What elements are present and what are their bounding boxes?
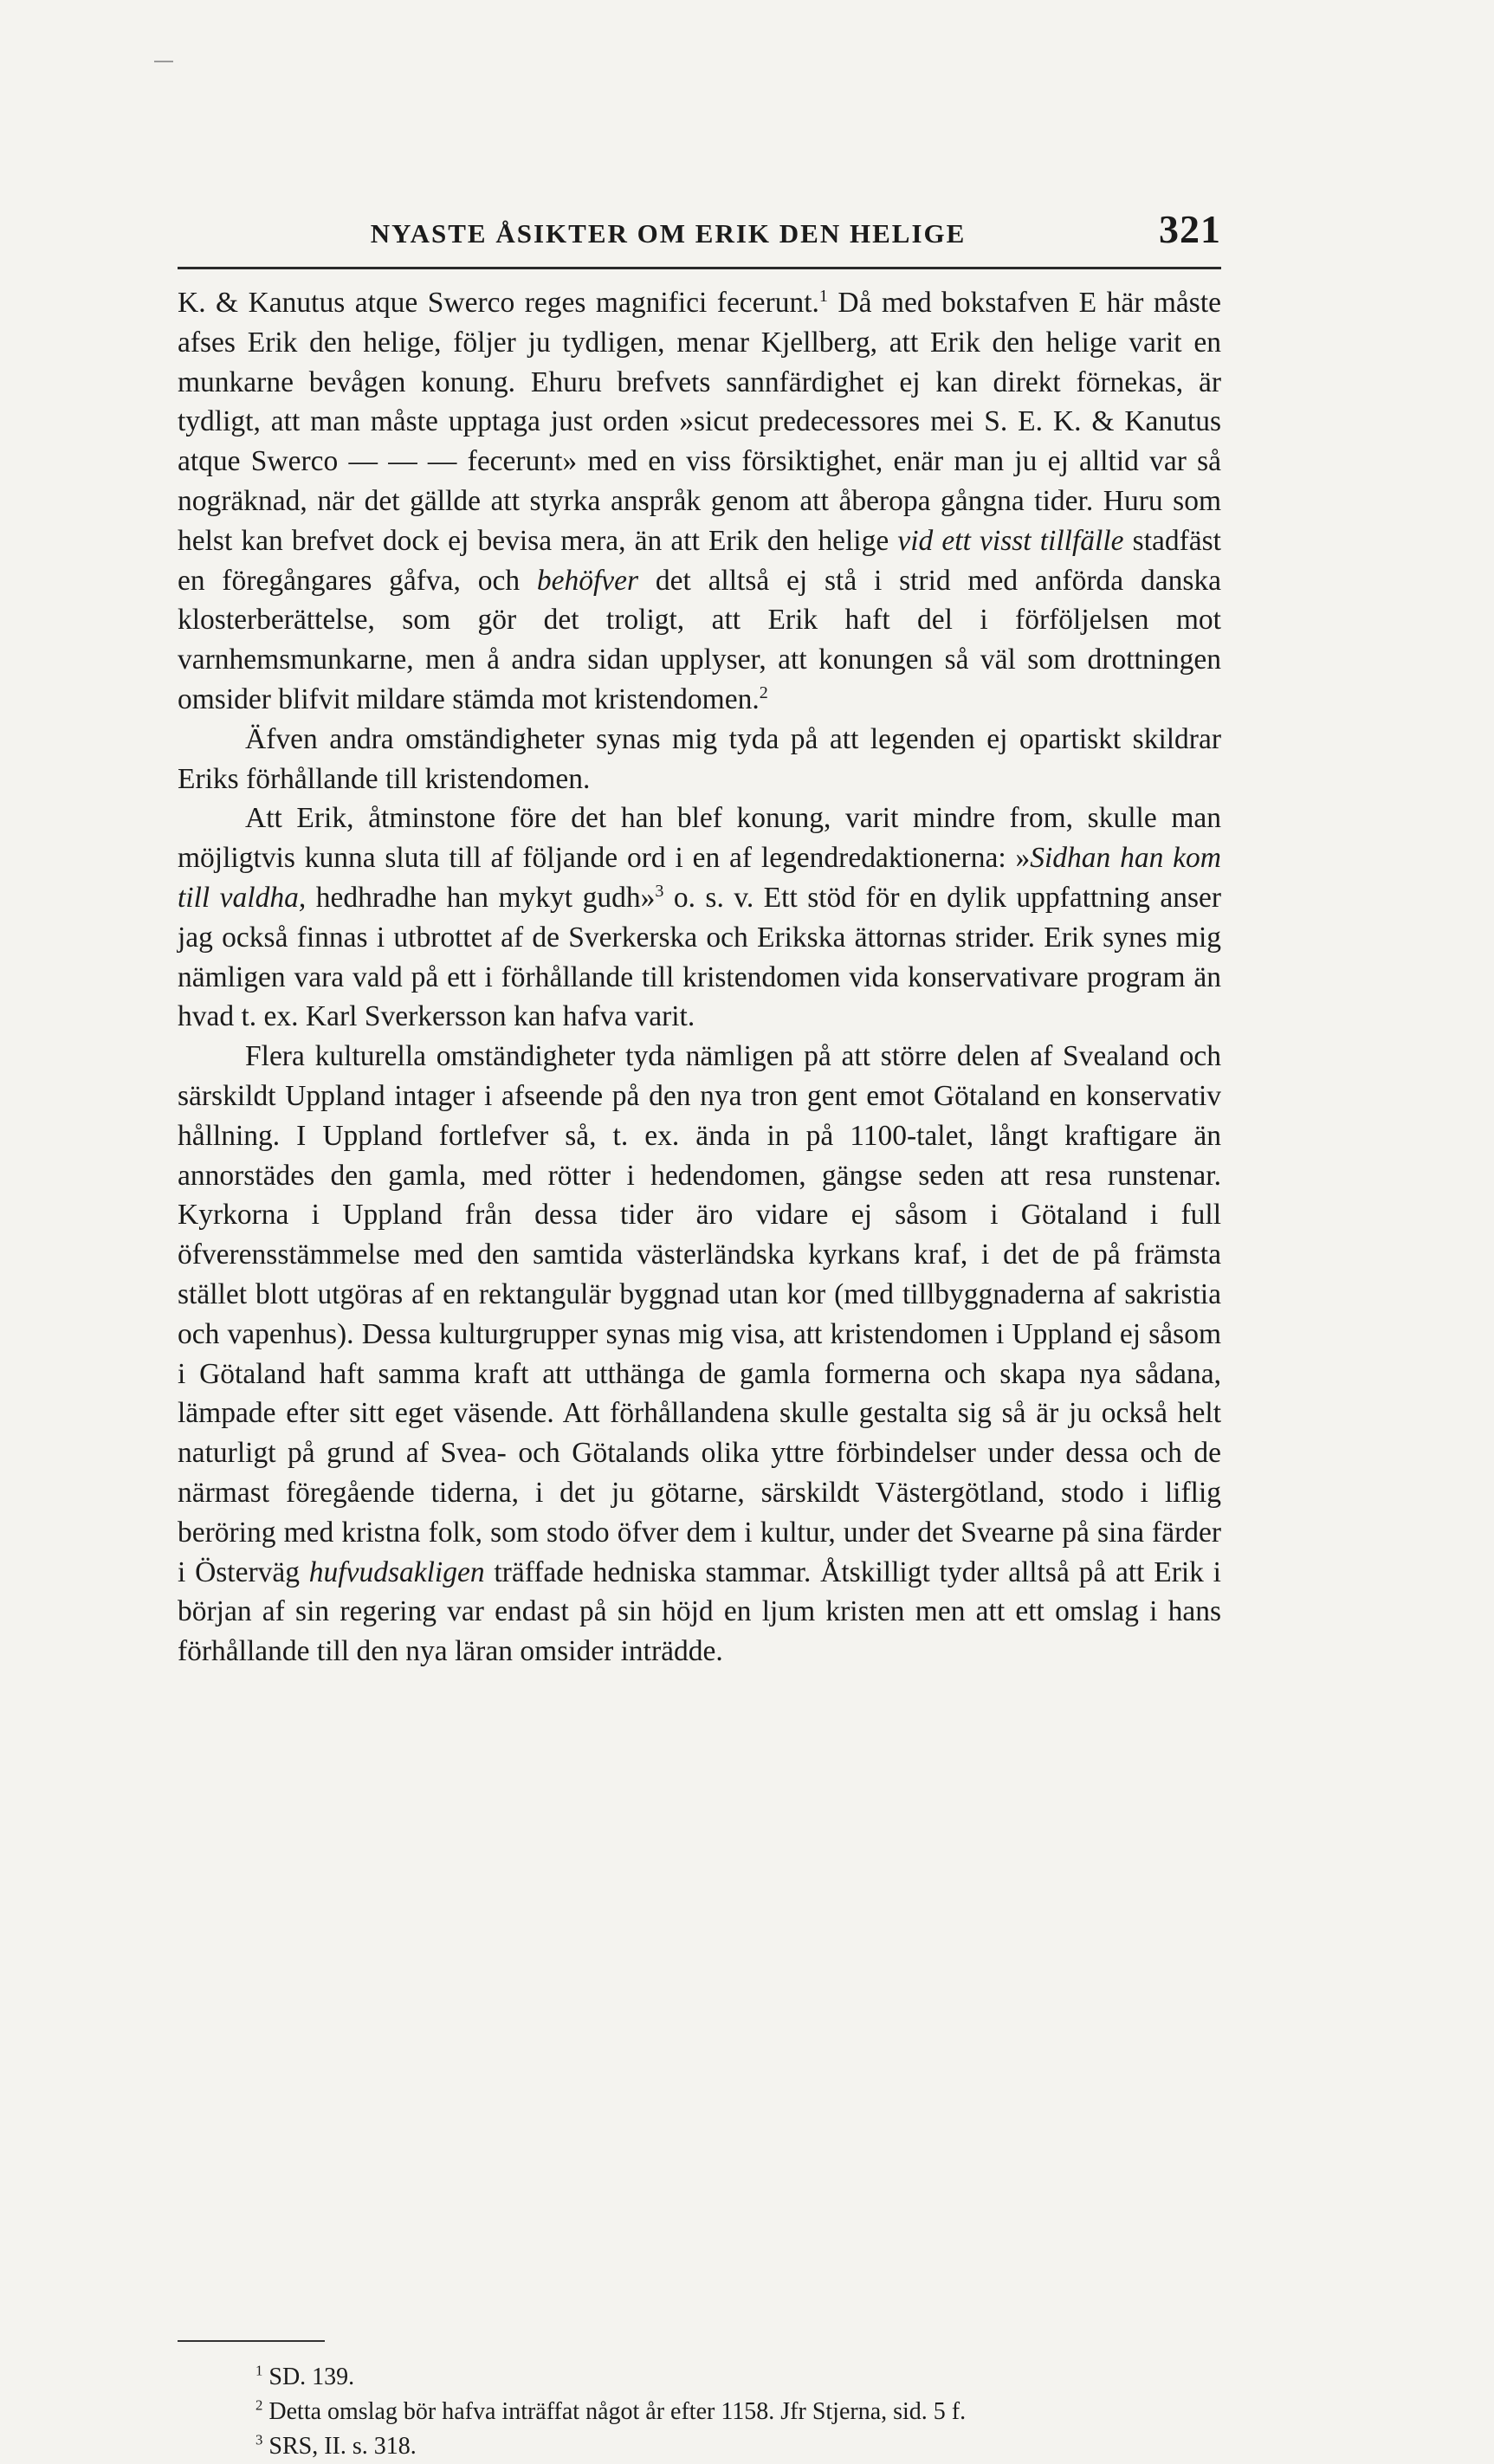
footnote-2: [178, 2395, 1221, 2429]
paragraph-4: [178, 1037, 1221, 1672]
footnote-rule: [178, 2340, 325, 2342]
emphasis-text: hufvudsakligen: [308, 1555, 485, 1588]
paragraph-4-text-end: träffade hedniska stammar. Åtskilligt tyder alltså på att Erik i början af sin regering var endast på sin höjd en ljum kristen men att ett omslag i hans förhållande till den nya läran omsider inträdde.: [178, 1555, 1221, 1668]
paragraph-1-text: K. & Kanutus atque Swerco reges magnifici fecerunt.: [178, 287, 819, 319]
paragraph-1-text-mid: stadfäst en föregångares gåfva, och: [178, 524, 1221, 597]
footnote-mark: 3: [255, 2431, 263, 2448]
paragraph-3-text-end: o. s. v. Ett stöd för en dylik uppfattning anser jag också finnas i utbrottet af de Sverkerska och Erikska ättornas strider. Erik synes mig nämligen vara vald på ett i förhållande till kristendomen vida konservativare program än hvad t. ex. Karl Sverkersson kan hafva varit.: [178, 881, 1222, 1033]
paragraph-2-text: Äfven andra omständigheter synas mig tyda på att legenden ej opartiskt skildrar Eriks förhållande till kristendomen.: [178, 722, 1221, 795]
page-number: 321: [1159, 207, 1221, 251]
emphasis-text: behöfver: [536, 564, 639, 597]
paragraph-4-text: Flera kulturella omständigheter tyda nämligen på att större delen af Svealand och särskildt Uppland intager i afseende på den nya tron gent emot Götaland en konservativ hållning. I Uppland fortlefver så, t. ex. ända in på 1100-talet, långt kraftigare än annorstädes den gamla, med rötter i hedendomen, gängse seden att resa runstenar. Kyrkorna i Uppland från dessa tider äro vidare ej såsom i Götaland i full öfverensstämmelse med den samtida västerländska kyrkans kraf, i det de på främsta stället blott utgöras af en rektangulär byggnad utan kor (med tillbyggnaderna af sakristia och vapenhus). Dessa kulturgrupper synas mig visa, att kristendomen i Uppland ej såsom i Götaland haft samma kraft att utthänga de gamla formerna och skapa nya sådana, lämpade efter sitt eget väsende. Att förhållandena skulle gestalta sig så är ju också helt naturligt på grund af Svea- och Götalands olika yttre förbindelser under dessa och de närmast föregående tiderna, i det ju götarne, särskildt Västergötland, stodo i liflig beröring med kristna folk, som stodo öfver dem i kultur, under det Svearne på sina färder i Österväg: [178, 1040, 1221, 1588]
footnote-ref-3: 3: [655, 881, 664, 901]
quoted-phrase: Sidhan han kom till valdha,: [178, 842, 1221, 914]
body-text: [178, 283, 1221, 1672]
footnote-text: Detta omslag bör hafva inträffat något år efter 1158. Jfr Stjerna, sid. 5 f.: [268, 2398, 967, 2425]
margin-mark: [154, 61, 173, 62]
paragraph-1-text-cont: Då med bokstafven E här måste afses Erik den helige, följer ju tydligen, menar Kjellberg, att Erik den helige varit en munkarne bevågen konung. Ehuru brefvets sannfärdighet ej kan direkt förnekas, är tydligt, att man måste upptaga just orden »sicut predecessores mei S. E. K. & Kanutus atque Swerco — — — fecerunt» med en viss försiktighet, enär man ju ej alltid var så nogräknad, när det gällde att styrka anspråk genom att åberopa gångna tider. Huru som helst kan brefvet dock ej bevisa mera, än att Erik den helige: [178, 287, 1221, 557]
footnote-mark: 2: [255, 2396, 263, 2414]
paragraph-2: [178, 720, 1221, 799]
paragraph-3: [178, 799, 1221, 1037]
footnote-text: SRS, II. s. 318.: [268, 2433, 417, 2460]
paragraph-1-text-end: det alltså ej stå i strid med anförda danska klosterberättelse, som gör det troligt, att Erik haft del i förföljelsen mot varnhemsmunkarne, men å andra sidan upplyser, att konungen så väl som drottningen omsider blifvit mildare stämda mot kristendomen.: [178, 564, 1221, 715]
paragraph-3-text-mid: hedhradhe han mykyt gudh»: [306, 881, 656, 914]
running-title: NYASTE ÅSIKTER OM ERIK DEN HELIGE: [370, 218, 967, 249]
paragraph-3-text: Att Erik, åtminstone före det han blef konung, varit mindre from, skulle man möjligtvis kunna sluta till af följande ord i en af legendredaktionerna: »: [178, 802, 1221, 875]
footnote-3: [178, 2429, 1221, 2464]
footnote-ref-2: 2: [759, 682, 768, 702]
page-header: [178, 206, 1221, 258]
header-rule: [178, 267, 1221, 269]
emphasis-text: vid ett visst tillfälle: [897, 524, 1124, 557]
footnote-text: SD. 139.: [268, 2364, 355, 2390]
footnote-mark: 1: [255, 2362, 263, 2379]
footnote-ref-1: 1: [818, 286, 828, 306]
paragraph-1: [178, 283, 1221, 720]
footnotes: [178, 2360, 1221, 2464]
footnote-1: [178, 2360, 1221, 2395]
